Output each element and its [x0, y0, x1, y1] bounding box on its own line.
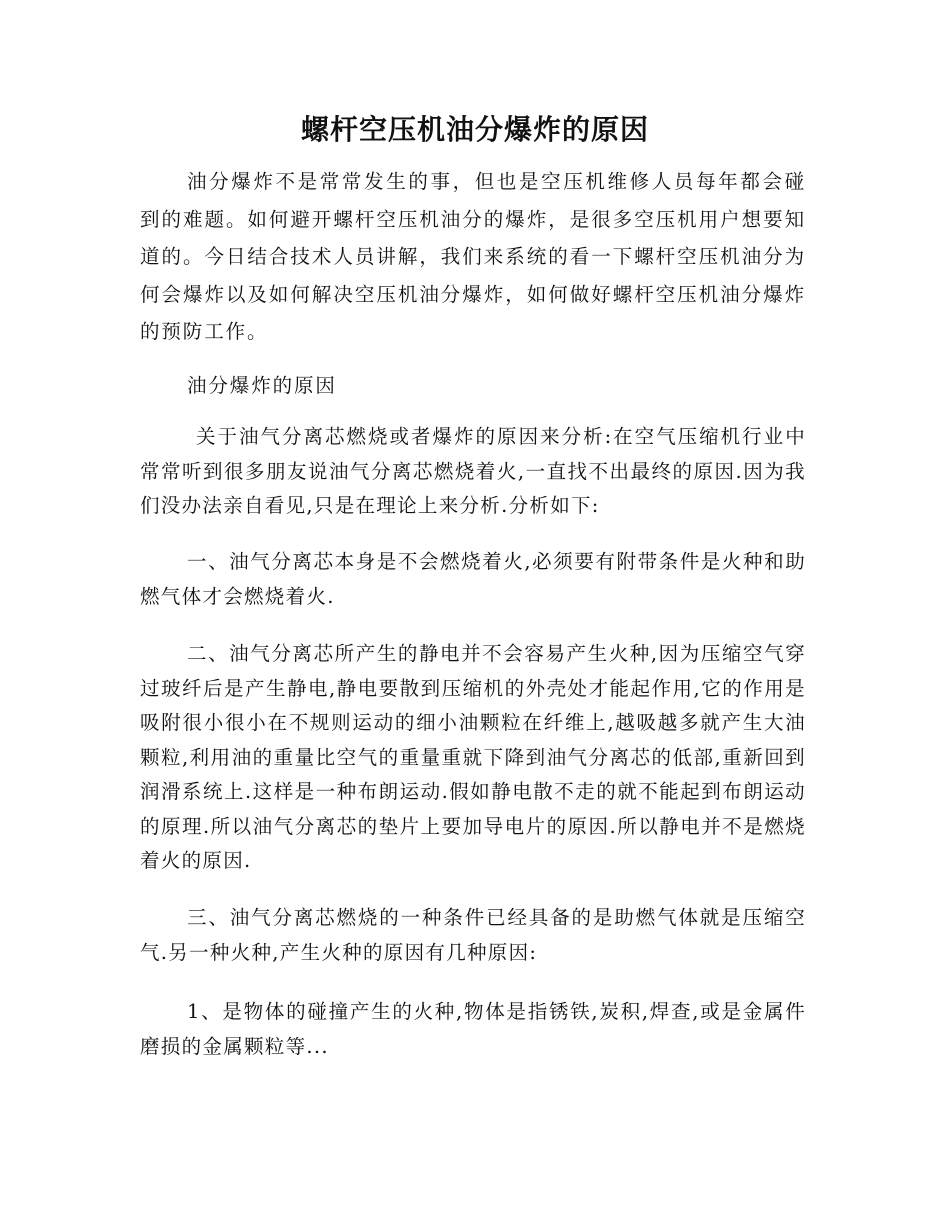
section-heading: 油分爆炸的原因: [187, 374, 337, 397]
sub-point-one-paragraph: 1、是物体的碰撞产生的火种,物体是指锈铁,炭积,焊查,或是金属件磨损的金属颗粒等...: [140, 1000, 806, 1058]
intro-paragraph: 油分爆炸不是常常发生的事，但也是空压机维修人员每年都会碰到的难题。如何避开螺杆空压机油分的爆炸，是很多空压机用户想要知道的。今日结合技术人员讲解，我们来系统的看一下螺杆空压机油分为何会爆炸以及如何解决空压机油分爆炸，如何做好螺杆空压机油分爆炸的预防工作。: [140, 170, 806, 343]
point-two-paragraph: 二、油气分离芯所产生的静电并不会容易产生火种,因为压缩空气穿过玻纤后是产生静电,静电要散到压缩机的外壳处才能起作用,它的作用是吸附很小很小在不规则运动的细小油颗粒在纤维上,越吸越多就产生大油颗粒,利用油的重量比空气的重量重就下降到油气分离芯的低部,重新回到润滑系统上.这样是一种布朗运动.假如静电散不走的就不能起到布朗运动的原理.所以油气分离芯的垫片上要加导电片的原因.所以静电并不是燃烧着火的原因.: [140, 642, 806, 872]
analysis-paragraph: 关于油气分离芯燃烧或者爆炸的原因来分析:在空气压缩机行业中常常听到很多朋友说油气分离芯燃烧着火,一直找不出最终的原因.因为我们没办法亲自看见,只是在理论上来分析.分析如下:: [140, 425, 806, 517]
point-one-paragraph: 一、油气分离芯本身是不会燃烧着火,必须要有附带条件是火种和助燃气体才会燃烧着火.: [140, 550, 806, 608]
point-three-paragraph: 三、油气分离芯燃烧的一种条件已经具备的是助燃气体就是压缩空气.另一种火种,产生火种的原因有几种原因:: [140, 906, 806, 964]
document-title: 螺杆空压机油分爆炸的原因: [300, 113, 649, 146]
